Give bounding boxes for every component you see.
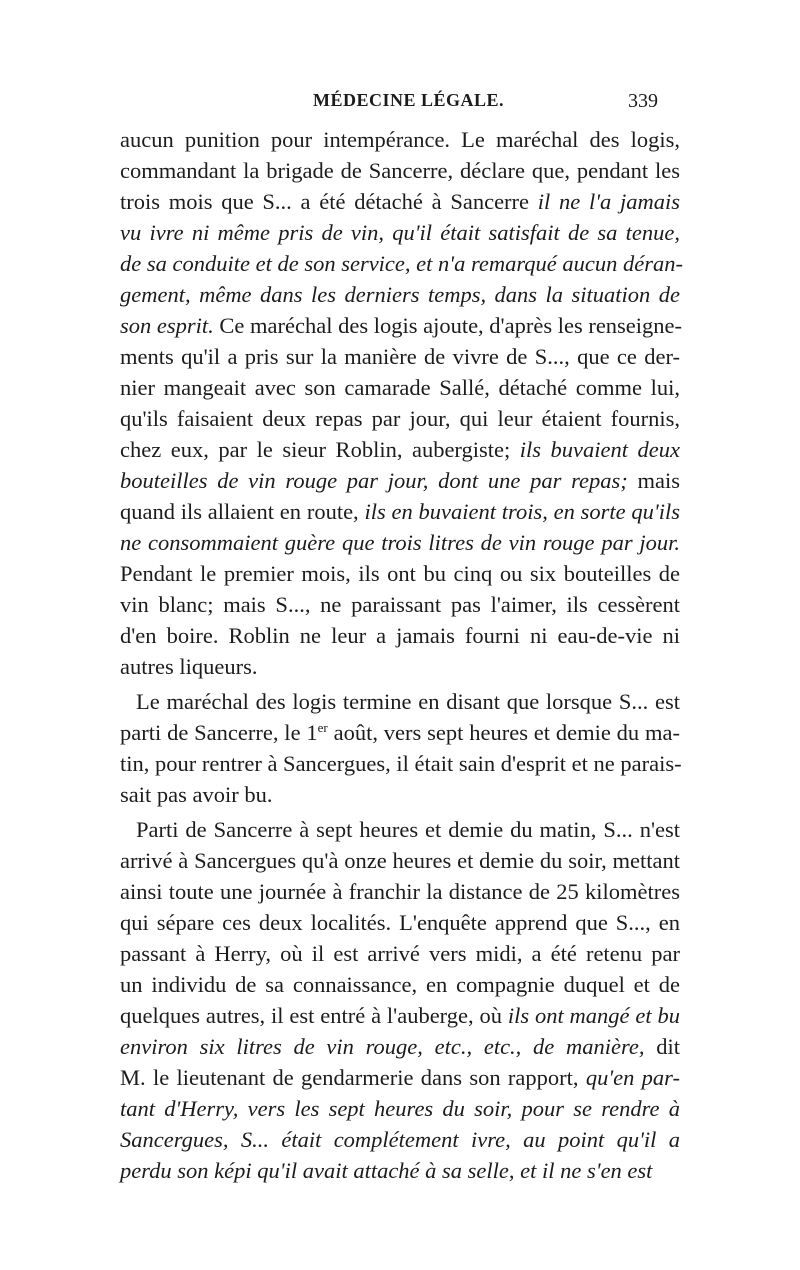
italic-span: il ne l'a jamais	[537, 189, 681, 214]
text-line	[120, 1155, 680, 1186]
text-span: M. le lieutenant de gendarmerie dans son rapport,	[120, 1065, 586, 1090]
text-span: quand ils allaient en route,	[120, 499, 365, 524]
text-span: un individu de sa connaissance, en compagnie duquel et de	[120, 972, 680, 997]
text-span: commandant la brigade de Sancerre, déclare que, pendant les	[120, 158, 680, 183]
text-line	[120, 686, 680, 717]
body-text	[120, 124, 683, 1186]
italic-span: de manière,	[533, 1034, 645, 1059]
text-line	[120, 779, 680, 810]
text-span: nier mangeait avec son camarade Sallé, détaché comme lui,	[120, 375, 680, 400]
text-span: août, vers sept heures et demie du ma-	[327, 720, 681, 745]
text-line	[120, 876, 680, 907]
paragraph	[120, 124, 683, 682]
text-span: Pendant le premier mois, ils ont bu cinq ou six bouteilles de	[120, 561, 680, 586]
text-line	[120, 651, 680, 682]
text-span: parti de Sancerre, le 1	[120, 720, 318, 745]
text-line	[120, 217, 680, 248]
text-line	[120, 372, 680, 403]
text-span: vin blanc; mais S..., ne paraissant pas l'aimer, ils cessèrent	[120, 592, 680, 617]
text-line	[120, 124, 680, 155]
text-line	[120, 907, 680, 938]
text-line	[120, 748, 680, 779]
text-span: qui sépare ces deux localités. L'enquête apprend que S..., en	[120, 910, 680, 935]
italic-span: qu'en par-	[585, 1065, 680, 1090]
text-span: Ce maréchal des logis ajoute, d'après les renseigne-	[213, 313, 683, 338]
italic-span: bouteilles de vin rouge par jour, dont une par repas;	[120, 468, 628, 493]
text-line	[120, 527, 680, 558]
text-line	[120, 717, 680, 748]
italic-span: ils ont mangé et bu	[507, 1003, 680, 1028]
text-span: ainsi toute une journée à franchir la distance de 25 kilomètres	[120, 879, 680, 904]
italic-span: environ six litres de vin rouge, etc., etc.,	[120, 1034, 522, 1059]
text-line	[120, 814, 680, 845]
text-line	[120, 969, 680, 1000]
paragraph	[120, 686, 680, 810]
text-line	[120, 620, 680, 651]
text-span: ments qu'il a pris sur la manière de vivre de S..., que ce der-	[120, 344, 680, 369]
page-number: 339	[628, 90, 658, 112]
running-title: MÉDECINE LÉGALE.	[313, 90, 505, 110]
text-span: d'en boire. Roblin ne leur a jamais fourni ni eau-de-vie ni	[120, 623, 680, 648]
text-line	[120, 155, 680, 186]
italic-span: perdu son képi qu'il avait attaché à sa selle, et il ne s'en est	[120, 1158, 653, 1183]
text-line	[120, 465, 680, 496]
italic-span: ils buvaient deux	[519, 437, 680, 462]
italic-span: Sancergues, S... était complétement ivre, au point qu'il a	[120, 1127, 680, 1152]
text-line	[120, 496, 680, 527]
italic-span: vu ivre ni même pris de vin, qu'il était satisfait de sa tenue,	[120, 220, 680, 245]
text-line	[120, 310, 683, 341]
text-line	[120, 1062, 680, 1093]
text-span: sait pas avoir bu.	[120, 782, 273, 807]
text-span	[521, 1034, 533, 1059]
text-line	[120, 186, 680, 217]
text-line	[120, 1000, 680, 1031]
text-line	[120, 248, 683, 279]
text-line	[120, 589, 680, 620]
text-span: trois mois que S... a été détaché à Sancerre	[120, 189, 538, 214]
text-span: mais	[627, 468, 680, 493]
text-span: dit	[644, 1034, 681, 1059]
text-span: passant à Herry, où il est arrivé vers midi, a été retenu par	[120, 941, 680, 966]
text-span: arrivé à Sancergues qu'à onze heures et demie du soir, mettant	[120, 848, 680, 873]
text-span: Le maréchal des logis termine en disant que lorsque S... est	[136, 689, 680, 714]
text-line	[120, 938, 680, 969]
text-span: qu'ils faisaient deux repas par jour, qui leur étaient fournis,	[120, 406, 680, 431]
text-line	[120, 1093, 680, 1124]
text-line	[120, 434, 680, 465]
text-line	[120, 341, 680, 372]
text-span: quelques autres, il est entré à l'auberge, où	[120, 1003, 508, 1028]
italic-span: gement, même dans les derniers temps, dans la situation de	[120, 282, 680, 307]
text-span: aucun punition pour intempérance. Le maréchal des logis,	[120, 127, 680, 152]
italic-span: ils en buvaient trois, en sorte qu'ils	[364, 499, 680, 524]
text-line	[120, 1124, 680, 1155]
italic-span: tant d'Herry, vers les sept heures du soir, pour se rendre à	[120, 1096, 680, 1121]
italic-span: ne consommaient guère que trois litres de vin rouge par jour.	[120, 530, 680, 555]
italic-span: son esprit.	[120, 313, 214, 338]
italic-span: de sa conduite et de son service, et n'a remarqué aucun déran-	[120, 251, 683, 276]
text-line	[120, 279, 680, 310]
superscript: er	[317, 720, 328, 735]
text-line	[120, 558, 680, 589]
text-span: tin, pour rentrer à Sancergues, il était sain d'esprit et ne parais-	[120, 751, 682, 776]
running-header	[0, 90, 800, 116]
paragraph	[120, 814, 680, 1186]
text-span: Parti de Sancerre à sept heures et demie du matin, S... n'est	[136, 817, 680, 842]
text-line	[120, 1031, 680, 1062]
text-line	[120, 845, 680, 876]
text-span: chez eux, par le sieur Roblin, aubergiste;	[120, 437, 520, 462]
text-line	[120, 403, 680, 434]
text-span: autres liqueurs.	[120, 654, 258, 679]
